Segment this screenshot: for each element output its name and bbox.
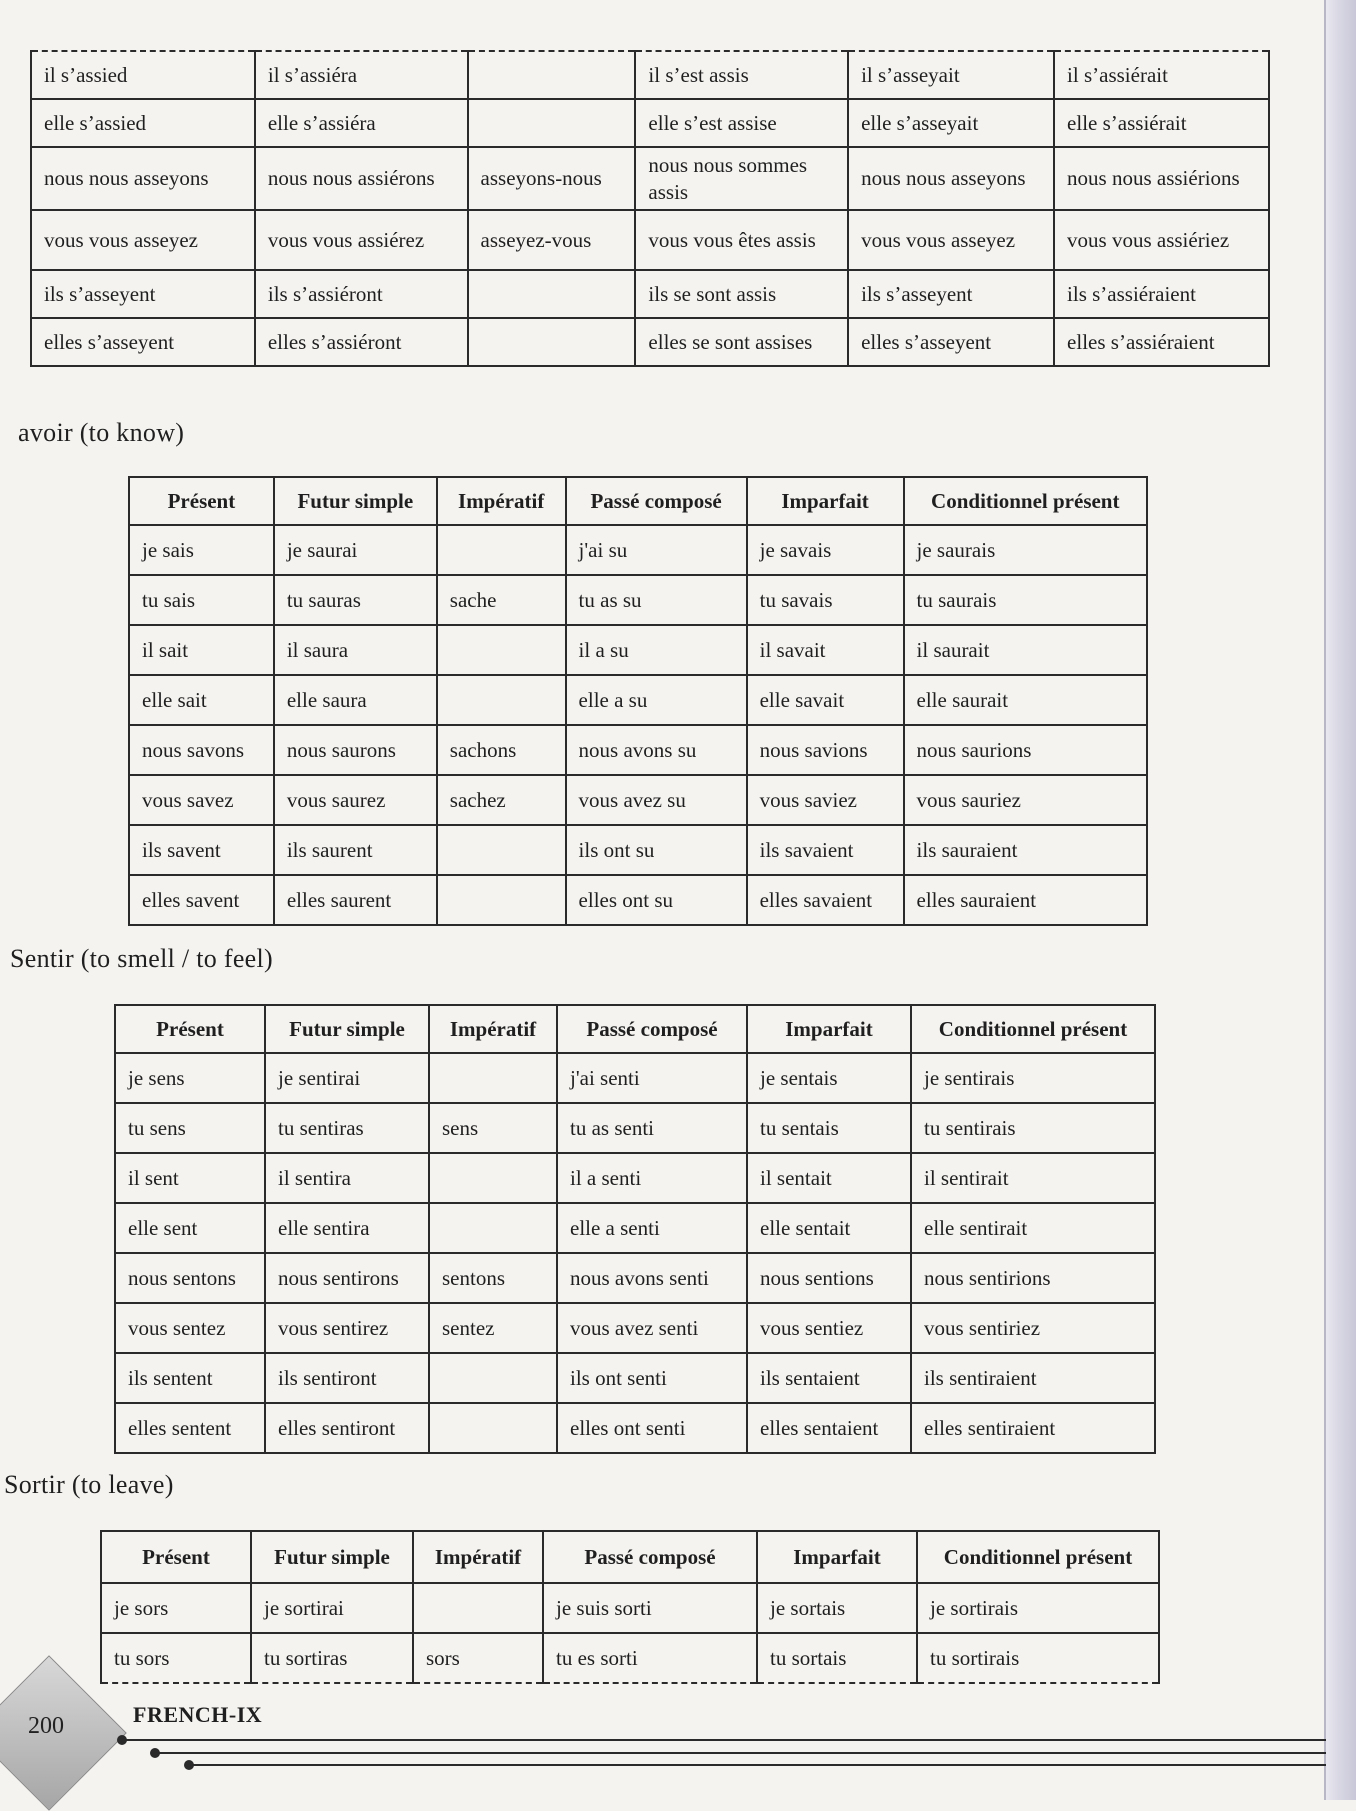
table-cell: asseyons-nous xyxy=(468,147,636,210)
table-cell: ils sentiront xyxy=(265,1353,429,1403)
table-cell: sentez xyxy=(429,1303,557,1353)
savoir-title: avoir (to know) xyxy=(18,418,185,447)
table-cell: elles ont su xyxy=(566,875,747,925)
column-header: Impératif xyxy=(413,1531,543,1583)
table-row xyxy=(115,1203,1155,1253)
table-cell: je sortirais xyxy=(917,1583,1159,1633)
table-cell: je saurai xyxy=(274,525,437,575)
table-cell: sentons xyxy=(429,1253,557,1303)
page-number: 200 xyxy=(28,1713,64,1739)
table-cell: je sais xyxy=(129,525,274,575)
table-cell xyxy=(437,825,566,875)
table-cell: elle a su xyxy=(566,675,747,725)
table-cell: il a senti xyxy=(557,1153,747,1203)
table-cell: vous vous asseyez xyxy=(31,210,255,270)
table-cell: elle s’asseyait xyxy=(848,99,1054,147)
table-cell: tu sens xyxy=(115,1103,265,1153)
table-cell: ils ont senti xyxy=(557,1353,747,1403)
asseoir-conjugation-table xyxy=(30,50,1270,367)
table-cell: vous sentiriez xyxy=(911,1303,1155,1353)
table-cell xyxy=(437,675,566,725)
table-cell: j'ai su xyxy=(566,525,747,575)
table-cell: nous nous sommes assis xyxy=(635,147,848,210)
table-cell: elle saura xyxy=(274,675,437,725)
table-cell: ils s’asseyent xyxy=(848,270,1054,318)
table-cell: elles sentaient xyxy=(747,1403,911,1453)
table-cell: vous sentiez xyxy=(747,1303,911,1353)
table-cell: il sait xyxy=(129,625,274,675)
table-cell: tu savais xyxy=(747,575,904,625)
table-cell: elle sentirait xyxy=(911,1203,1155,1253)
table-cell: je sortais xyxy=(757,1583,917,1633)
table-cell: ils s’asseyent xyxy=(31,270,255,318)
sentir-title: Sentir (to smell / to feel) xyxy=(10,944,273,973)
table-cell: nous sentirions xyxy=(911,1253,1155,1303)
table-cell: il s’asseyait xyxy=(848,51,1054,99)
table-cell: ils sentiraient xyxy=(911,1353,1155,1403)
table-cell: je sentirai xyxy=(265,1053,429,1103)
table-cell: il sentira xyxy=(265,1153,429,1203)
table-cell: elle sait xyxy=(129,675,274,725)
table-row xyxy=(129,825,1147,875)
table-cell xyxy=(468,99,636,147)
table-cell: je sortirai xyxy=(251,1583,413,1633)
table-cell: il a su xyxy=(566,625,747,675)
table-cell: il sentirait xyxy=(911,1153,1155,1203)
table-cell: vous vous assiérez xyxy=(255,210,468,270)
table-cell xyxy=(429,1153,557,1203)
table-cell: j'ai senti xyxy=(557,1053,747,1103)
table-cell xyxy=(437,625,566,675)
column-header: Impératif xyxy=(429,1005,557,1053)
table-row xyxy=(115,1053,1155,1103)
footer-rule xyxy=(187,1764,1326,1766)
table-cell: sors xyxy=(413,1633,543,1683)
table-cell: ils sauraient xyxy=(904,825,1147,875)
table-cell: elle a senti xyxy=(557,1203,747,1253)
table-cell: elles s’asseyent xyxy=(848,318,1054,366)
table-cell: il s’est assis xyxy=(635,51,848,99)
table-cell: elle s’est assise xyxy=(635,99,848,147)
table-cell: elles saurent xyxy=(274,875,437,925)
table-cell: nous nous assiérons xyxy=(255,147,468,210)
table-cell: elles se sont assises xyxy=(635,318,848,366)
table-cell xyxy=(429,1403,557,1453)
table-cell: il saurait xyxy=(904,625,1147,675)
table-cell: vous saviez xyxy=(747,775,904,825)
table-row xyxy=(101,1633,1159,1683)
table-cell: je sens xyxy=(115,1053,265,1103)
table-cell xyxy=(468,270,636,318)
table-cell: tu es sorti xyxy=(543,1633,757,1683)
column-header: Présent xyxy=(115,1005,265,1053)
table-cell: ils s’assiéraient xyxy=(1054,270,1269,318)
table-row xyxy=(115,1153,1155,1203)
table-cell: sachez xyxy=(437,775,566,825)
table-cell: je sentirais xyxy=(911,1053,1155,1103)
header-row xyxy=(101,1531,1159,1583)
table-cell xyxy=(437,525,566,575)
table-cell: nous savions xyxy=(747,725,904,775)
table-row xyxy=(31,270,1269,318)
table-row xyxy=(129,775,1147,825)
table-cell: ils savent xyxy=(129,825,274,875)
table-cell: tu sais xyxy=(129,575,274,625)
table-cell xyxy=(437,875,566,925)
table-cell: sachons xyxy=(437,725,566,775)
table-cell: sens xyxy=(429,1103,557,1153)
table-cell: vous avez su xyxy=(566,775,747,825)
table-cell: elles savent xyxy=(129,875,274,925)
table-cell: il saura xyxy=(274,625,437,675)
sortir-conjugation-table xyxy=(100,1530,1160,1684)
table-cell: tu as senti xyxy=(557,1103,747,1153)
table-cell: sache xyxy=(437,575,566,625)
table-cell: elles sauraient xyxy=(904,875,1147,925)
table-cell: tu sortiras xyxy=(251,1633,413,1683)
table-cell: il s’assiérait xyxy=(1054,51,1269,99)
table-row xyxy=(115,1103,1155,1153)
table-cell: vous sentirez xyxy=(265,1303,429,1353)
table-cell: elles sentent xyxy=(115,1403,265,1453)
table-cell: nous avons senti xyxy=(557,1253,747,1303)
column-header: Passé composé xyxy=(543,1531,757,1583)
table-cell: elles sentiraient xyxy=(911,1403,1155,1453)
table-cell: nous saurons xyxy=(274,725,437,775)
column-header: Futur simple xyxy=(251,1531,413,1583)
table-cell: il s’assied xyxy=(31,51,255,99)
table-cell: ils s’assiéront xyxy=(255,270,468,318)
column-header: Présent xyxy=(101,1531,251,1583)
footer-rule xyxy=(120,1739,1326,1741)
table-cell: tu as su xyxy=(566,575,747,625)
table-cell: elle sentira xyxy=(265,1203,429,1253)
table-cell: tu sentirais xyxy=(911,1103,1155,1153)
column-header: Passé composé xyxy=(566,477,747,525)
column-header: Passé composé xyxy=(557,1005,747,1053)
table-cell xyxy=(468,51,636,99)
table-cell: tu sentais xyxy=(747,1103,911,1153)
sentir-conjugation-table xyxy=(114,1004,1156,1454)
table-cell: elles s’assiéront xyxy=(255,318,468,366)
table-cell xyxy=(429,1203,557,1253)
table-cell: tu sortais xyxy=(757,1633,917,1683)
table-cell xyxy=(413,1583,543,1633)
table-cell: ils saurent xyxy=(274,825,437,875)
table-row xyxy=(115,1303,1155,1353)
table-row xyxy=(115,1353,1155,1403)
table-cell: ils sentent xyxy=(115,1353,265,1403)
table-cell: elle saurait xyxy=(904,675,1147,725)
table-cell: tu sentiras xyxy=(265,1103,429,1153)
table-row xyxy=(129,675,1147,725)
table-cell: il sentait xyxy=(747,1153,911,1203)
table-row xyxy=(129,725,1147,775)
table-cell: nous saurions xyxy=(904,725,1147,775)
table-cell: elles s’assiéraient xyxy=(1054,318,1269,366)
table-cell: je suis sorti xyxy=(543,1583,757,1633)
table-cell: il sent xyxy=(115,1153,265,1203)
column-header: Imparfait xyxy=(747,1005,911,1053)
footer-rule xyxy=(153,1752,1326,1754)
table-cell: elles savaient xyxy=(747,875,904,925)
table-cell: je saurais xyxy=(904,525,1147,575)
table-cell: elle s’assiéra xyxy=(255,99,468,147)
table-cell: asseyez-vous xyxy=(468,210,636,270)
table-cell: ils sentaient xyxy=(747,1353,911,1403)
sortir-title: Sortir (to leave) xyxy=(4,1470,174,1499)
table-cell: je sentais xyxy=(747,1053,911,1103)
column-header: Présent xyxy=(129,477,274,525)
column-header: Conditionnel présent xyxy=(911,1005,1155,1053)
table-row xyxy=(31,99,1269,147)
table-row xyxy=(129,575,1147,625)
table-row xyxy=(31,51,1269,99)
table-cell: nous sentions xyxy=(747,1253,911,1303)
table-cell: je sors xyxy=(101,1583,251,1633)
column-header: Futur simple xyxy=(265,1005,429,1053)
table-cell xyxy=(429,1353,557,1403)
column-header: Conditionnel présent xyxy=(904,477,1147,525)
table-cell: je savais xyxy=(747,525,904,575)
table-cell: elle savait xyxy=(747,675,904,725)
table-cell: nous nous asseyons xyxy=(31,147,255,210)
table-cell: vous saurez xyxy=(274,775,437,825)
column-header: Imparfait xyxy=(747,477,904,525)
header-row xyxy=(129,477,1147,525)
table-row xyxy=(115,1253,1155,1303)
table-cell: ils ont su xyxy=(566,825,747,875)
table-cell: elle s’assied xyxy=(31,99,255,147)
column-header: Imparfait xyxy=(757,1531,917,1583)
table-row xyxy=(31,210,1269,270)
table-cell: nous sentons xyxy=(115,1253,265,1303)
table-row xyxy=(129,525,1147,575)
table-cell: tu sauras xyxy=(274,575,437,625)
page-edge xyxy=(1324,0,1356,1800)
table-cell: vous savez xyxy=(129,775,274,825)
table-cell: vous vous assiériez xyxy=(1054,210,1269,270)
table-cell: nous avons su xyxy=(566,725,747,775)
column-header: Futur simple xyxy=(274,477,437,525)
table-cell: nous savons xyxy=(129,725,274,775)
table-cell: ils se sont assis xyxy=(635,270,848,318)
table-cell: nous nous asseyons xyxy=(848,147,1054,210)
table-cell xyxy=(468,318,636,366)
table-cell: vous vous êtes assis xyxy=(635,210,848,270)
book-label: FRENCH-IX xyxy=(133,1702,263,1727)
table-cell: nous nous assiérions xyxy=(1054,147,1269,210)
table-row xyxy=(31,147,1269,210)
table-cell: elles ont senti xyxy=(557,1403,747,1453)
table-cell: elle sentait xyxy=(747,1203,911,1253)
table-row xyxy=(115,1403,1155,1453)
savoir-conjugation-table xyxy=(128,476,1148,926)
table-row xyxy=(31,318,1269,366)
table-cell xyxy=(429,1053,557,1103)
table-cell: elle s’assiérait xyxy=(1054,99,1269,147)
table-cell: vous sentez xyxy=(115,1303,265,1353)
table-cell: vous avez senti xyxy=(557,1303,747,1353)
table-cell: tu sors xyxy=(101,1633,251,1683)
table-cell: nous sentirons xyxy=(265,1253,429,1303)
table-cell: elle sent xyxy=(115,1203,265,1253)
table-cell: elles s’asseyent xyxy=(31,318,255,366)
table-row xyxy=(129,625,1147,675)
table-cell: vous vous asseyez xyxy=(848,210,1054,270)
table-cell: elles sentiront xyxy=(265,1403,429,1453)
table-cell: il s’assiéra xyxy=(255,51,468,99)
header-row xyxy=(115,1005,1155,1053)
table-cell: ils savaient xyxy=(747,825,904,875)
table-row xyxy=(129,875,1147,925)
column-header: Impératif xyxy=(437,477,566,525)
table-cell: vous sauriez xyxy=(904,775,1147,825)
table-row xyxy=(101,1583,1159,1633)
table-cell: il savait xyxy=(747,625,904,675)
table-cell: tu saurais xyxy=(904,575,1147,625)
table-cell: tu sortirais xyxy=(917,1633,1159,1683)
column-header: Conditionnel présent xyxy=(917,1531,1159,1583)
